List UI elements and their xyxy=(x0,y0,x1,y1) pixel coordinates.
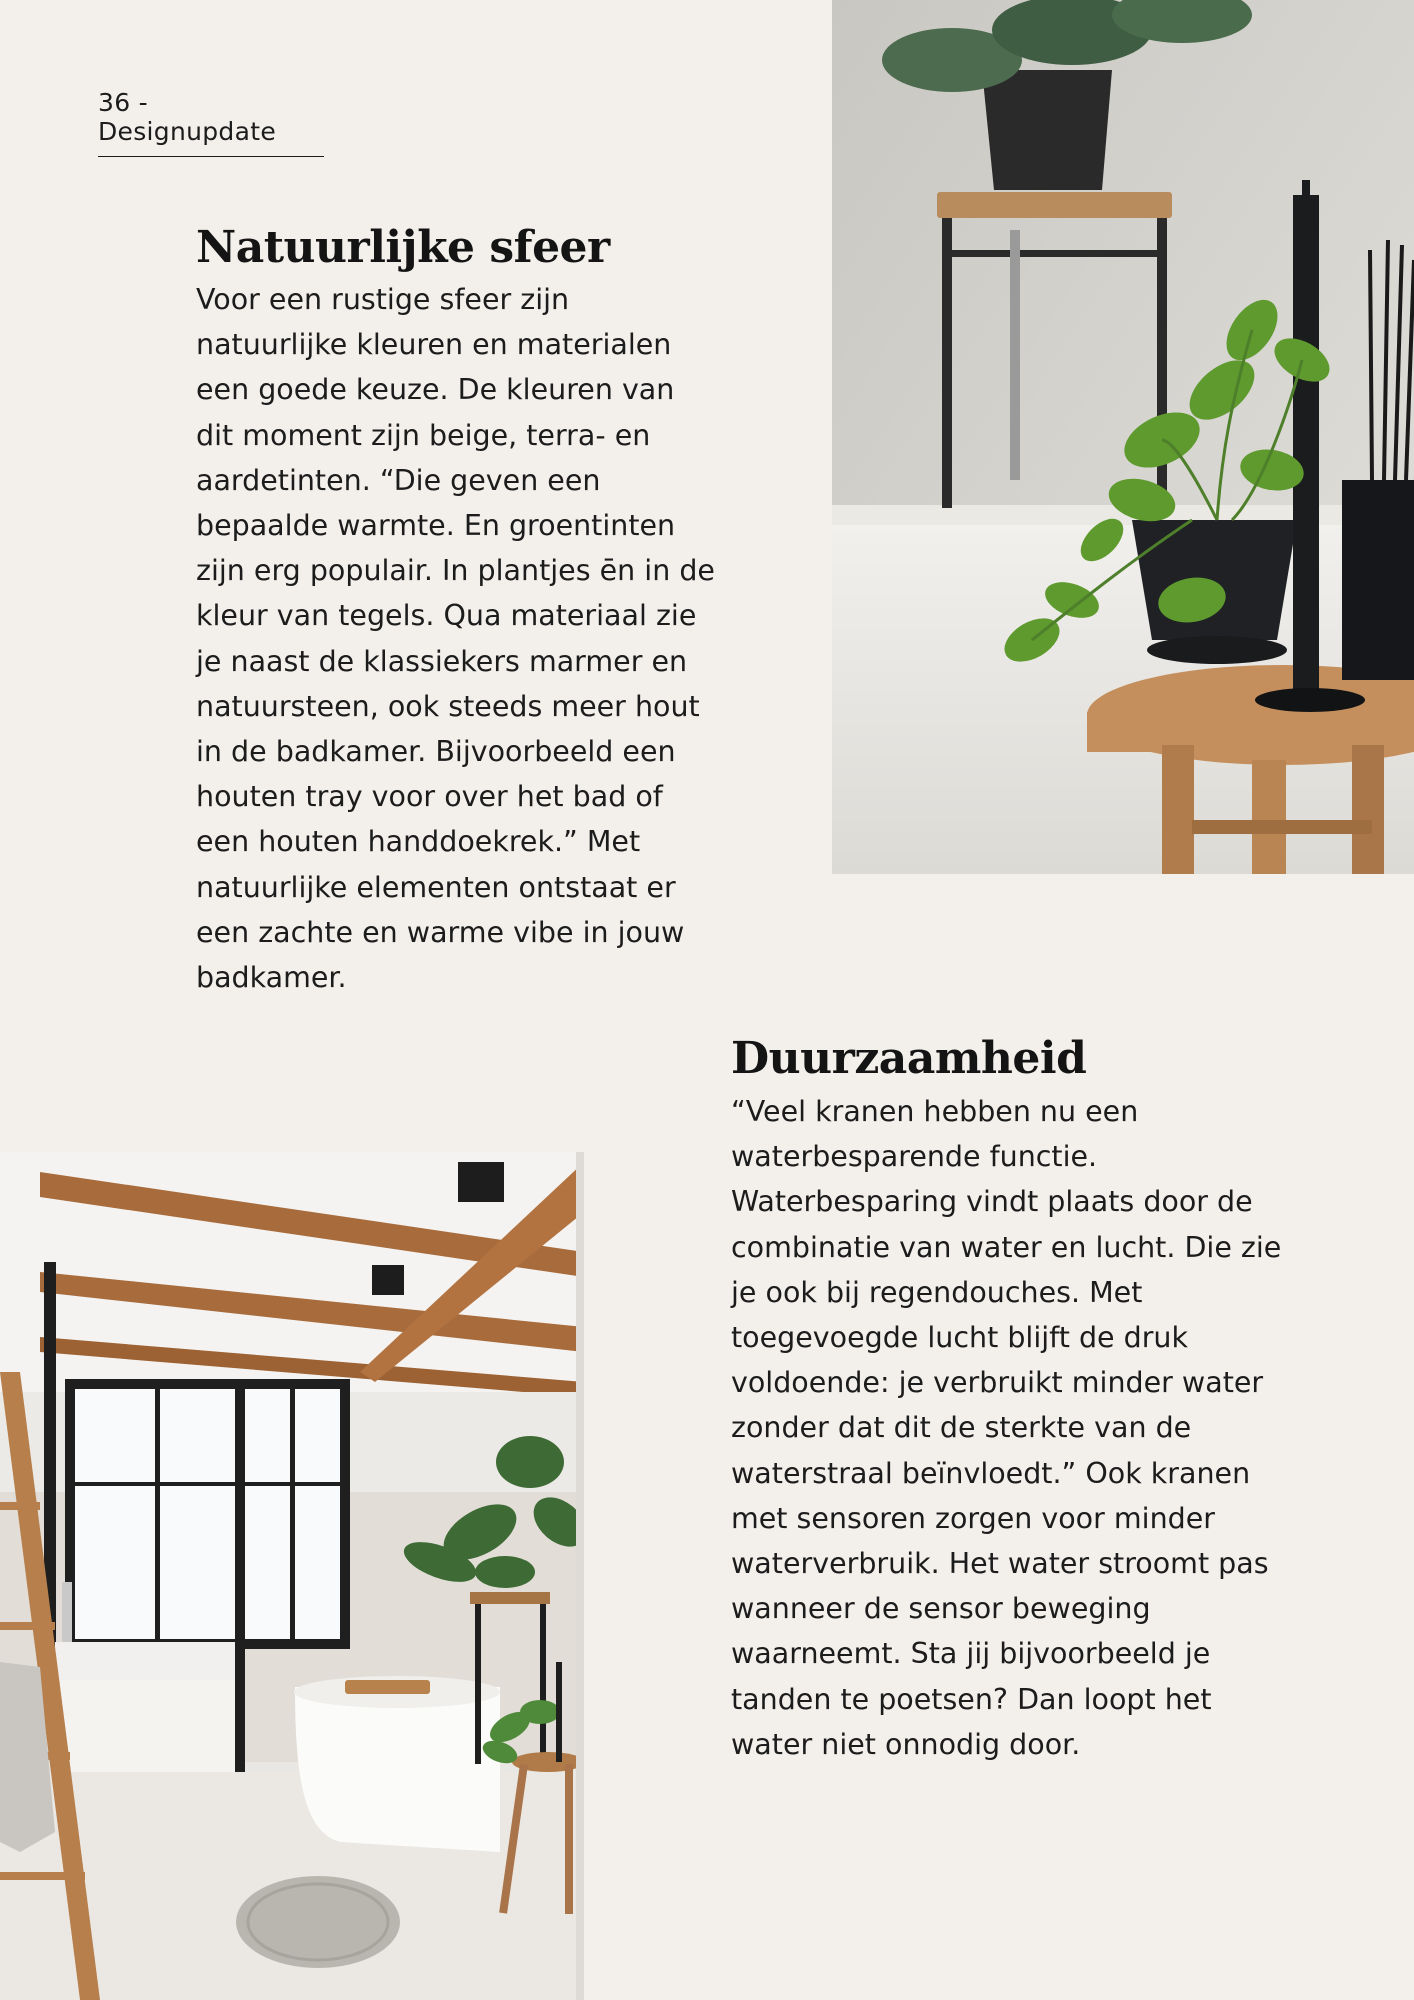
section-title-sustainability: Duurzaamheid xyxy=(731,1033,1087,1084)
photo-plant-on-stool xyxy=(832,0,1414,874)
section-title-natural: Natuurlijke sfeer xyxy=(196,222,610,273)
page-header: 36 - Designupdate xyxy=(98,88,324,157)
photo-bathroom-interior xyxy=(0,1152,584,2000)
section-body-sustainability: “Veel kranen hebben nu een waterbesparende functie. Waterbesparing vindt plaats door de combinatie van water en lucht. Die zie je ook bij regendouches. Met toegevoegde lucht blijft de druk voldoende: je verbruikt minder water zonder dat dit de sterkte van de waterstraal beïnvloedt.” Ook kranen met sensoren zorgen voor minder waterverbruik. Het water stroomt pas wanneer de sensor beweging waarneemt. Sta jij bijvoorbeeld je tanden te poetsen? Dan loopt het water niet onnodig door. xyxy=(731,1095,1282,1761)
section-body-natural: Voor een rustige sfeer zijn natuurlijke kleuren en materialen een goede keuze. De kleuren van dit moment zijn beige, terra- en aardetinten. “Die geven een bepaalde warmte. En groentinten zijn erg populair. In plantjes ēn in de kleur van tegels. Qua materiaal zie je naast de klassiekers marmer en natuursteen, ook steeds meer hout in de badkamer. Bijvoorbeeld een houten tray voor over het bad of een houten handdoekrek.” Met natuurlijke elementen ontstaat er een zachte en warme vibe in jouw badkamer. xyxy=(196,283,715,995)
